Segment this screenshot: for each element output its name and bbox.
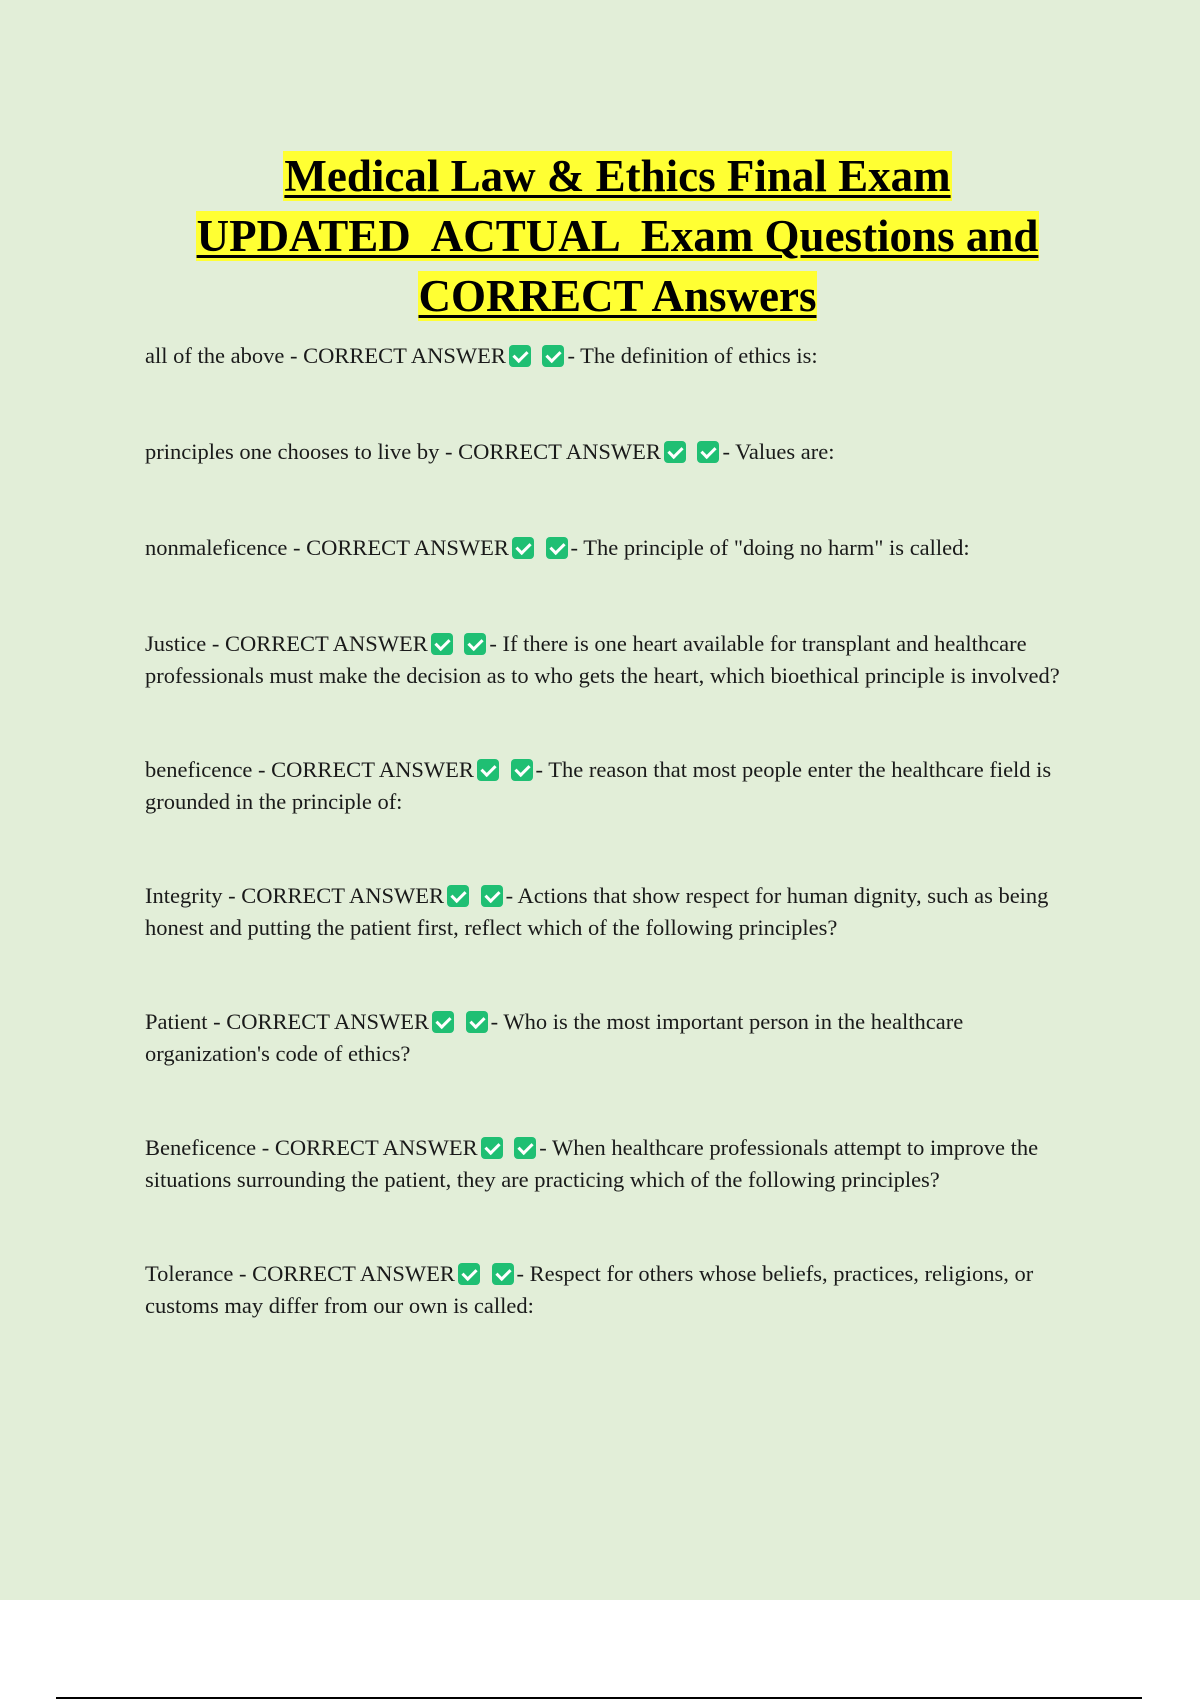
qa-item: principles one chooses to live by - CORRECT ANSWER - Values are: [145, 439, 835, 464]
question-text: Who is the most important person in the healthcare organization's code of ethics? [145, 1009, 964, 1066]
question-text: The principle of "doing no harm" is called: [583, 535, 970, 560]
title-line-3: CORRECT Answers [418, 271, 817, 321]
check-box-icon [664, 441, 686, 463]
qa-item: Patient - CORRECT ANSWER - Who is the most important person in the healthcare organization's code of ethics? [145, 1009, 964, 1066]
qa-item: Justice - CORRECT ANSWER - If there is one heart available for transplant and healthcare professionals must make the decision as to who gets the heart, which bioethical principle is involved? [145, 631, 1060, 688]
correct-answer-label: CORRECT ANSWER [306, 535, 509, 560]
check-box-icon [492, 1263, 514, 1285]
check-box-icon [464, 633, 486, 655]
footer-rule [56, 1697, 1142, 1699]
check-box-icon [481, 885, 503, 907]
qa-item: Beneficence - CORRECT ANSWER - When healthcare professionals attempt to improve the situations surrounding the patient, they are practicing which of the following principles? [145, 1135, 1039, 1192]
check-box-icon [432, 1011, 454, 1033]
correct-answer-label: CORRECT ANSWER [226, 1009, 429, 1034]
answer-text: Patient [145, 1009, 208, 1034]
answer-text: principles one chooses to live by [145, 439, 440, 464]
qa-list [145, 340, 1080, 1322]
answer-text: Justice [145, 631, 207, 656]
question-text: If there is one heart available for transplant and healthcare professionals must make the decision as to who gets the heart, which bioethical principle is involved? [145, 631, 1060, 688]
question-text: When healthcare professionals attempt to improve the situations surrounding the patient, they are practicing which of the following principles? [145, 1135, 1039, 1192]
question-text: Actions that show respect for human dignity, such as being honest and putting the patient first, reflect which of the following principles? [145, 883, 1049, 940]
title-line-2: UPDATED ACTUAL Exam Questions and [196, 211, 1039, 261]
check-box-icon [481, 1137, 503, 1159]
correct-answer-label: CORRECT ANSWER [241, 883, 444, 908]
check-box-icon [466, 1011, 488, 1033]
check-box-icon [511, 759, 533, 781]
correct-answer-label: CORRECT ANSWER [303, 343, 506, 368]
correct-answer-label: CORRECT ANSWER [252, 1261, 455, 1286]
answer-text: Beneficence [145, 1135, 257, 1160]
qa-item: Tolerance - CORRECT ANSWER - Respect for others whose beliefs, practices, religions, or customs may differ from our own is called: [145, 1261, 1034, 1318]
check-box-icon [458, 1263, 480, 1285]
answer-text: Integrity [145, 883, 223, 908]
question-text: Respect for others whose beliefs, practices, religions, or customs may differ from our own is called: [145, 1261, 1034, 1318]
answer-text: nonmaleficence [145, 535, 288, 560]
document-title [120, 146, 1115, 326]
check-box-icon [546, 537, 568, 559]
correct-answer-label: CORRECT ANSWER [274, 1135, 478, 1160]
answer-text: beneficence [145, 757, 253, 782]
check-box-icon [431, 633, 453, 655]
check-box-icon [477, 759, 499, 781]
qa-item: all of the above - CORRECT ANSWER - The definition of ethics is: [145, 343, 818, 368]
answer-text: all of the above [145, 343, 285, 368]
check-box-icon [509, 345, 531, 367]
check-box-icon [514, 1137, 536, 1159]
answer-text: Tolerance [145, 1261, 234, 1286]
check-box-icon [512, 537, 534, 559]
check-box-icon [542, 345, 564, 367]
qa-item: beneficence - CORRECT ANSWER - The reason that most people enter the healthcare field is grounded in the principle of: [145, 757, 1052, 814]
check-box-icon [447, 885, 469, 907]
title-line-1: Medical Law & Ethics Final Exam [284, 151, 951, 201]
correct-answer-label: CORRECT ANSWER [458, 439, 661, 464]
question-text: The reason that most people enter the healthcare field is grounded in the principle of: [145, 757, 1052, 814]
question-text: The definition of ethics is: [580, 343, 818, 368]
correct-answer-label: CORRECT ANSWER [271, 757, 474, 782]
qa-item: Integrity - CORRECT ANSWER - Actions that show respect for human dignity, such as being honest and putting the patient first, reflect which of the following principles? [145, 883, 1049, 940]
check-box-icon [697, 441, 719, 463]
question-text: Values are: [735, 439, 835, 464]
qa-item: nonmaleficence - CORRECT ANSWER - The principle of "doing no harm" is called: [145, 535, 970, 560]
correct-answer-label: CORRECT ANSWER [225, 631, 428, 656]
